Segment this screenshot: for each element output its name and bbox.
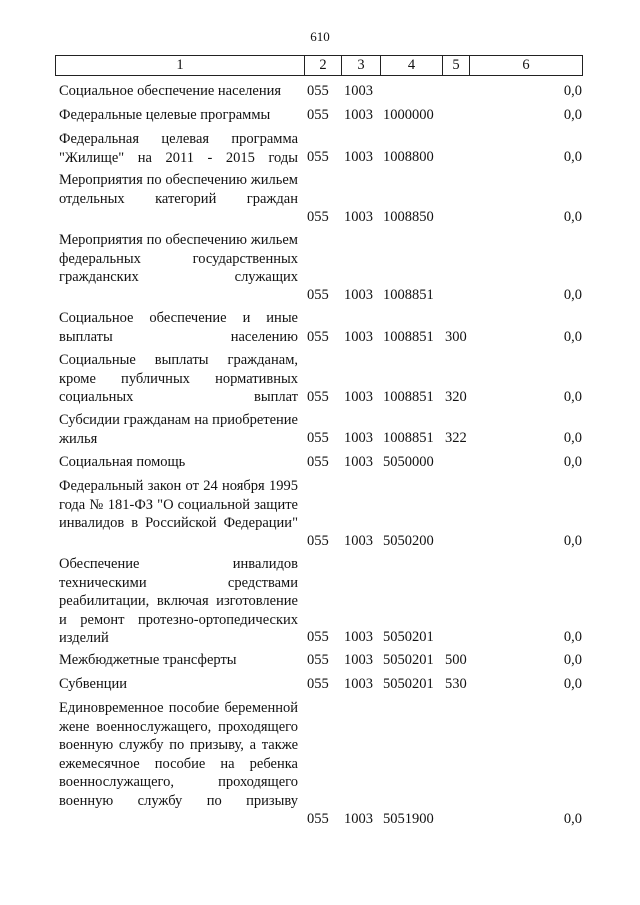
row-col-2: 055 bbox=[307, 628, 329, 645]
row-col-4: 1008850 bbox=[383, 208, 434, 225]
row-col-6: 0,0 bbox=[563, 148, 582, 165]
table-row bbox=[0, 675, 640, 693]
header-col-2: 2 bbox=[304, 56, 341, 75]
table-row bbox=[0, 351, 640, 406]
row-col-3: 1003 bbox=[344, 628, 373, 645]
row-name: Социальное обеспечение и иные выплаты населению bbox=[59, 310, 298, 345]
row-col-3: 1003 bbox=[344, 651, 373, 668]
row-col-6: 0,0 bbox=[563, 675, 582, 692]
row-col-3: 1003 bbox=[344, 286, 373, 303]
table-row bbox=[0, 130, 640, 166]
row-col-4: 1008851 bbox=[383, 286, 434, 303]
row-name: Федеральная целевая программа "Жилище" на 2011 - 2015 годы bbox=[59, 131, 298, 166]
row-col-2: 055 bbox=[307, 675, 329, 692]
row-col-6: 0,0 bbox=[563, 651, 582, 668]
row-col-2: 055 bbox=[307, 429, 329, 446]
row-col-6: 0,0 bbox=[563, 810, 582, 827]
row-col-2: 055 bbox=[307, 388, 329, 405]
table-row bbox=[0, 82, 640, 100]
page-number: 610 bbox=[310, 29, 330, 44]
row-col-6: 0,0 bbox=[563, 628, 582, 645]
table-row bbox=[0, 231, 640, 304]
row-col-3: 1003 bbox=[344, 810, 373, 827]
row-col-2: 055 bbox=[307, 286, 329, 303]
row-col-3: 1003 bbox=[344, 208, 373, 225]
table-row bbox=[0, 555, 640, 646]
table-row bbox=[0, 477, 640, 550]
header-col-4: 4 bbox=[380, 56, 442, 75]
table-row bbox=[0, 309, 640, 346]
row-col-4: 5050201 bbox=[383, 628, 434, 645]
row-col-6: 0,0 bbox=[563, 106, 582, 123]
row-col-4: 5050201 bbox=[383, 675, 434, 692]
row-col-3: 1003 bbox=[344, 453, 373, 470]
row-name: Межбюджетные трансферты bbox=[59, 652, 237, 668]
row-col-4: 1008851 bbox=[383, 429, 434, 446]
row-col-6: 0,0 bbox=[563, 286, 582, 303]
row-col-5: 300 bbox=[445, 328, 467, 345]
row-name: Мероприятия по обеспечению жильем федеральных государственных гражданских служащих bbox=[59, 232, 298, 285]
table-row bbox=[0, 453, 640, 471]
row-col-3: 1003 bbox=[344, 328, 373, 345]
row-col-3: 1003 bbox=[344, 388, 373, 405]
row-name: Обеспечение инвалидов техническими средствами реабилитации, включая изготовление и ремонт протезно-ортопедических изделий bbox=[59, 556, 298, 646]
row-col-2: 055 bbox=[307, 532, 329, 549]
row-name: Субвенции bbox=[59, 676, 127, 692]
row-col-6: 0,0 bbox=[563, 453, 582, 470]
row-name: Мероприятия по обеспечению жильем отдельных категорий граждан bbox=[59, 172, 298, 207]
row-col-2: 055 bbox=[307, 148, 329, 165]
row-col-3: 1003 bbox=[344, 82, 373, 99]
row-col-2: 055 bbox=[307, 82, 329, 99]
row-col-6: 0,0 bbox=[563, 388, 582, 405]
row-col-4: 5050201 bbox=[383, 651, 434, 668]
table-row bbox=[0, 106, 640, 124]
row-col-4: 5050200 bbox=[383, 532, 434, 549]
row-col-6: 0,0 bbox=[563, 208, 582, 225]
header-col-3: 3 bbox=[341, 56, 380, 75]
row-name: Федеральный закон от 24 ноября 1995 года № 181-ФЗ "О социальной защите инвалидов в Российской Федерации" bbox=[59, 478, 298, 531]
row-name: Субсидии гражданам на приобретение жилья bbox=[59, 412, 298, 447]
row-name: Социальное обеспечение населения bbox=[59, 83, 282, 99]
table-row bbox=[0, 411, 640, 447]
row-col-3: 1003 bbox=[344, 532, 373, 549]
row-col-6: 0,0 bbox=[563, 82, 582, 99]
header-col-1: 1 bbox=[176, 57, 184, 73]
row-name: Социальные выплаты гражданам, кроме публичных нормативных социальных выплат bbox=[59, 352, 298, 405]
row-col-4: 1000000 bbox=[383, 106, 434, 123]
table-row bbox=[0, 651, 640, 669]
row-col-2: 055 bbox=[307, 106, 329, 123]
row-col-4: 1008851 bbox=[383, 388, 434, 405]
row-name: Федеральные целевые программы bbox=[59, 107, 271, 123]
row-col-5: 530 bbox=[445, 675, 467, 692]
row-col-4: 1008851 bbox=[383, 328, 434, 345]
header-col-6: 6 bbox=[469, 56, 582, 75]
row-col-3: 1003 bbox=[344, 429, 373, 446]
row-col-3: 1003 bbox=[344, 675, 373, 692]
row-col-4: 1008800 bbox=[383, 148, 434, 165]
row-col-2: 055 bbox=[307, 651, 329, 668]
header-col-5: 5 bbox=[442, 56, 469, 75]
row-col-5: 322 bbox=[445, 429, 467, 446]
row-col-2: 055 bbox=[307, 453, 329, 470]
row-col-2: 055 bbox=[307, 810, 329, 827]
row-col-5: 500 bbox=[445, 651, 467, 668]
row-col-6: 0,0 bbox=[563, 429, 582, 446]
row-col-5: 320 bbox=[445, 388, 467, 405]
row-col-3: 1003 bbox=[344, 148, 373, 165]
row-col-2: 055 bbox=[307, 208, 329, 225]
row-name: Единовременное пособие беременной жене военнослужащего, проходящего военную службу по призыву, а также ежемесячное пособие на ребенка военнослужащего, проходящего военную службу по призыву bbox=[59, 700, 298, 809]
row-col-6: 0,0 bbox=[563, 328, 582, 345]
row-name: Социальная помощь bbox=[59, 454, 186, 470]
row-col-4: 5051900 bbox=[383, 810, 434, 827]
table-row bbox=[0, 699, 640, 828]
row-col-4: 5050000 bbox=[383, 453, 434, 470]
row-col-3: 1003 bbox=[344, 106, 373, 123]
table-row bbox=[0, 171, 640, 226]
row-col-6: 0,0 bbox=[563, 532, 582, 549]
row-col-2: 055 bbox=[307, 328, 329, 345]
